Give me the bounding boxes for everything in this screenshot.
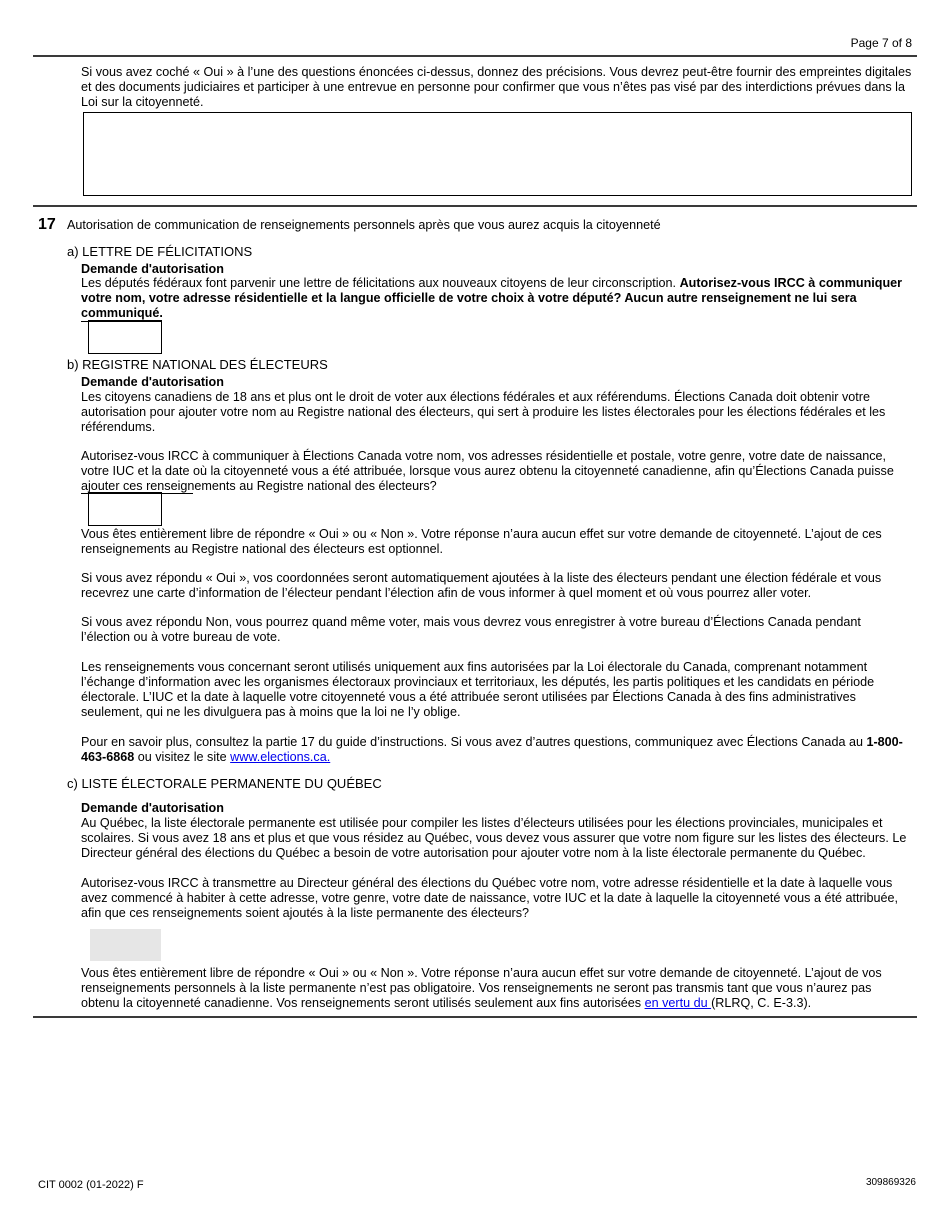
subsection-c-question: Autorisez-vous IRCC à transmettre au Directeur général des élections du Québec votre nom, votre adresse résidentielle et la date à laquelle vous avez commencé à habiter à cette adresse, votre genre, votre date de naissance, votre IUC et la date à laquelle la citoyenneté vous a été attribuée, afin que ces renseignements soient ajoutés à la liste permanente des électeurs? <box>81 876 898 920</box>
subsection-b-if-no: Si vous avez répondu Non, vous pourrez quand même voter, mais vous devrez vous enregistrer à votre bureau d’Élections Canada pendant l’élection ou à votre bureau de vote. <box>81 615 861 644</box>
form-id: CIT 0002 (01-2022) F <box>38 1179 144 1191</box>
subsection-b-subheading: Demande d'autorisation <box>81 375 224 389</box>
subsection-a-intro: Les députés fédéraux font parvenir une lettre de félicitations aux nouveaux citoyens de leur circonscription. <box>81 276 680 290</box>
subsection-b-more-info <box>81 735 913 765</box>
rlrq-reference: (RLRQ, C. E-3.3). <box>711 996 812 1010</box>
page-number: Page 7 of 8 <box>850 36 912 50</box>
section-title: Autorisation de communication de renseignements personnels après que vous aurez acquis la citoyenneté <box>67 218 661 232</box>
subsection-a-question: Autorisez-vous IRCC à communiquer votre nom, votre adresse résidentielle et la langue officielle de votre choix à votre député? Aucun autre renseignement ne lui sera communiqué. <box>81 276 903 320</box>
subsection-a-heading: a) LETTRE DE FÉLICITATIONS <box>67 244 253 259</box>
section-rule-top <box>33 205 917 207</box>
elections-phone: 1-800-463-6868 <box>81 735 903 764</box>
more-info-text: Pour en savoir plus, consultez la partie 17 du guide d’instructions. Si vous avez d’autres questions, communiquez avec Élections Canada au <box>81 735 867 749</box>
subsection-a-text <box>81 276 913 321</box>
barcode-number: 309869326 <box>865 1177 916 1188</box>
subsection-c-free-choice-text: Vous êtes entièrement libre de répondre « Oui » ou « Non ». Votre réponse n’aura aucun effet sur votre demande de citoyenneté. L’ajout de vos renseignements personnels à la liste permanente n’est pas obligatoire. Vos renseignements ne seront pas transmis tant que vous n’aurez pas obtenu la citoyenneté canadienne. Vos renseignements seront utilisés seulement aux fins autorisées <box>81 966 882 1010</box>
header-rule <box>33 55 917 57</box>
rlrq-link[interactable]: en vertu du <box>644 996 712 1010</box>
subsection-b-heading: b) REGISTRE NATIONAL DES ÉLECTEURS <box>67 357 328 372</box>
subsection-c-intro: Au Québec, la liste électorale permanente est utilisée pour compiler les listes d’électeurs utilisées pour les élections provinciales, municipales et scolaires. Si vous avez 18 ans et plus et que vous résidez au Québec, vous devez vous assurer que votre nom figure sur les listes des électeurs. Le Directeur général des élections du Québec a besoin de votre autorisation pour ajouter votre nom à la liste électorale permanente du Québec. <box>81 816 907 860</box>
subsection-b-intro: Les citoyens canadiens de 18 ans et plus ont le droit de voter aux élections fédérales et aux référendums. Élections Canada doit obtenir votre autorisation pour ajouter votre nom au Registre national des électeurs, qui sert à produire les listes électorales pour les élections fédérales et les référendums. <box>81 390 886 434</box>
details-textarea[interactable] <box>83 112 912 196</box>
subsection-c-free-choice <box>81 966 913 1011</box>
section-number: 17 <box>38 216 56 233</box>
subsection-b-question: Autorisez-vous IRCC à communiquer à Élections Canada votre nom, vos adresses résidentielle et postale, votre genre, votre date de naissance, votre IUC et la date où la citoyenneté vous a été attribuée, lorsque vous aurez obtenu la citoyenneté canadienne, afin qu’Élections Canada puisse ajouter ces renseignements au Registre national des électeurs? <box>81 449 894 493</box>
elections-link[interactable]: www.elections.ca. <box>230 750 331 764</box>
subsection-b-if-yes: Si vous avez répondu « Oui », vos coordonnées seront automatiquement ajoutées à la liste des électeurs pendant une élection fédérale et vous recevrez une carte d’information de l’électeur pendant l’élection afin de vous informer à quel moment et où vous pourrez aller voter. <box>81 571 882 600</box>
subsection-c-subheading: Demande d'autorisation <box>81 801 224 815</box>
subsection-a-subheading: Demande d'autorisation <box>81 262 224 276</box>
subsection-b-free-choice: Vous êtes entièrement libre de répondre « Oui » ou « Non ». Votre réponse n’aura aucun effet sur votre demande de citoyenneté. L’ajout de ces renseignements au Registre national des électeurs est optionnel. <box>81 527 882 556</box>
subsection-a-answer-box[interactable] <box>88 320 162 354</box>
subsection-c-answer-field[interactable] <box>90 929 161 961</box>
section-rule-bottom <box>33 1016 917 1018</box>
details-instruction: Si vous avez coché « Oui » à l’une des questions énoncées ci-dessus, donnez des précisions. Vous devrez peut-être fournir des empreintes digitales et des documents judiciaires et participer à une entrevue en personne pour confirmer que vous n’êtes pas visé par des interdictions prévues dans la Loi sur la citoyenneté. <box>81 65 912 109</box>
subsection-c-heading: c) LISTE ÉLECTORALE PERMANENTE DU QUÉBEC <box>67 776 382 791</box>
visit-text: ou visitez le site <box>134 750 231 764</box>
subsection-b-answer-box[interactable] <box>88 492 162 526</box>
subsection-b-usage: Les renseignements vous concernant seront utilisés uniquement aux fins autorisées par la Loi électorale du Canada, comprenant notamment l’échange d’information avec les organismes électoraux provinciaux et territoriaux, les députés, les partis politiques et les candidats en période électorale. L’IUC et la date à laquelle votre citoyenneté vous a été attribuée seront utilisées par Élections Canada à des fins administratives seulement, qui ne les divulguera pas à moins que la loi ne l’y oblige. <box>81 660 875 719</box>
